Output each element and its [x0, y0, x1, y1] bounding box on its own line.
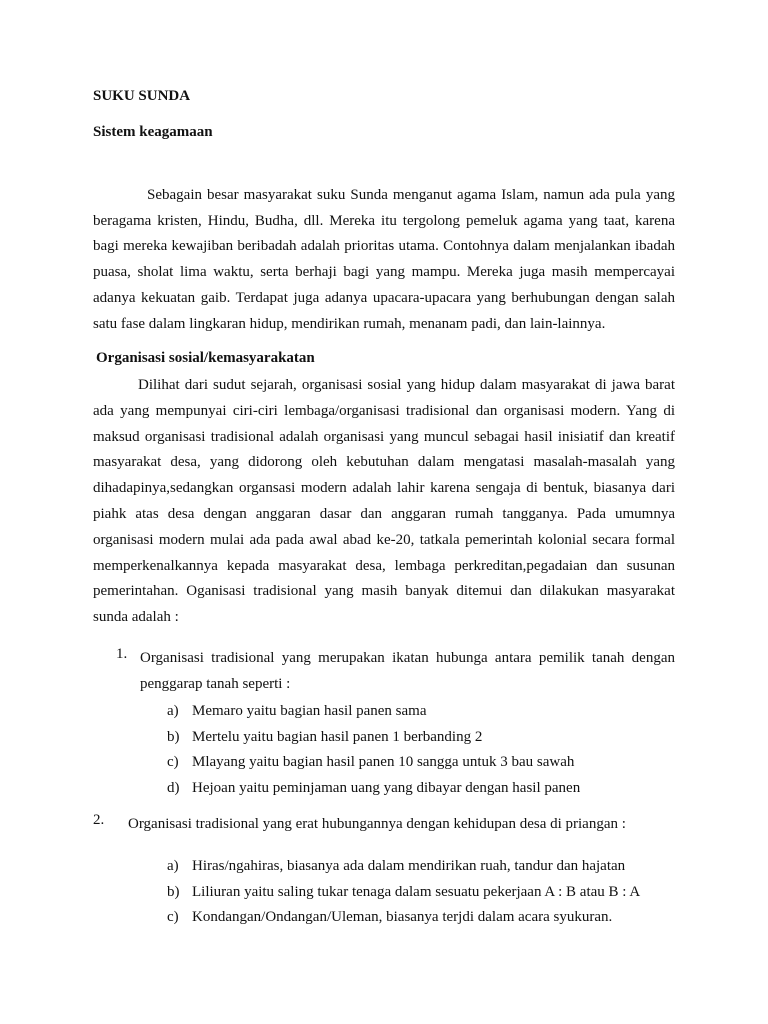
- section-heading-keagamaan: Sistem keagamaan: [93, 124, 213, 140]
- list-item: [93, 854, 675, 880]
- list-item-text: Hiras/ngahiras, biasanya ada dalam mendirikan ruah, tandur dan hajatan: [192, 858, 626, 874]
- list-letter: b): [167, 728, 180, 745]
- paragraph-organisasi: Dilihat dari sudut sejarah, organisasi sosial yang hidup dalam masyarakat di jawa barat ada yang mempunyai ciri-ciri lembaga/organisasi tradisional dan organisasi modern. Yang di maksud organisasi tradisional adalah organisasi yang muncul sebagai hasil inisiatif dan kreatif masyarakat desa, yang didorong oleh kebutuhan dalam mengatasi masalah-masalah yang dihadapinya,sedangkan organsasi modern adalah lahir karena sengaja di bentuk, biasanya dari piahk atas desa dengan anggaran dasar dan anggaran rumah tangganya. Pada umumnya organisasi modern mulai ada pada awal abad ke-20, tatkala pemerintah kolonial secara formal memperkenalkannya kepada masyarakat desa, lembaga perkreditan,pegadaian dan susunan pemerintahan. Oganisasi tradisional yang masih banyak ditemui dan dilakukan masyarakat sunda adalah :: [93, 377, 675, 626]
- numbered-list-item-1: [93, 646, 675, 802]
- section-heading-organisasi: Organisasi sosial/kemasyarakatan: [96, 350, 315, 366]
- list-item-text: Mlayang yaitu bagian hasil panen 10 sangga untuk 3 bau sawah: [192, 754, 575, 771]
- list-item-text: Kondangan/Ondangan/Uleman, biasanya terjdi dalam acara syukuran.: [192, 909, 613, 926]
- list-item: [93, 725, 675, 751]
- paragraph-keagamaan: Sebagain besar masyarakat suku Sunda menganut agama Islam, namun ada pula yang beragama kristen, Hindu, Budha, dll. Mereka itu tergolong pemeluk agama yang taat, karena bagi mereka kewajiban beribadah adalah prioritas utama. Contohnya dalam menjalankan ibadah puasa, sholat lima waktu, serta berhaji bagi yang mampu. Mereka juga masih mempercayai adanya kekuatan gaib. Terdapat juga adanya upacara-upacara yang berhubungan dengan salah satu fase dalam lingkaran hidup, mendirikan rumah, menanam padi, dan lain-lainnya.: [93, 187, 675, 332]
- list-number: 2.: [93, 812, 105, 828]
- list-letter: c): [167, 909, 179, 926]
- list-item-text: Organisasi tradisional yang erat hubungannya dengan kehidupan desa di priangan :: [128, 816, 626, 832]
- sub-list: [93, 854, 675, 931]
- list-item-text: Organisasi tradisional yang merupakan ikatan hubunga antara pemilik tanah dengan penggarap tanah seperti :: [140, 650, 675, 692]
- numbered-list-item-2: [93, 812, 675, 931]
- list-letter: d): [167, 780, 180, 797]
- list-number: 1.: [116, 646, 128, 662]
- document-title: SUKU SUNDA: [93, 88, 191, 104]
- list-item-text: Hejoan yaitu peminjaman uang yang dibayar dengan hasil panen: [192, 780, 581, 797]
- list-item: [93, 905, 675, 931]
- list-item: [93, 750, 675, 776]
- list-letter: a): [167, 703, 179, 719]
- list-letter: a): [167, 858, 179, 874]
- list-item-text: Memaro yaitu bagian hasil panen sama: [192, 703, 427, 719]
- list-item-text: Mertelu yaitu bagian hasil panen 1 berbanding 2: [192, 728, 483, 745]
- list-letter: c): [167, 754, 179, 771]
- list-item: [93, 776, 675, 802]
- list-item-text: Liliuran yaitu saling tukar tenaga dalam sesuatu pekerjaan A : B atau B : A: [192, 883, 641, 900]
- list-item: [93, 880, 675, 906]
- list-letter: b): [167, 883, 180, 900]
- sub-list: [93, 699, 675, 802]
- list-item: [93, 699, 675, 725]
